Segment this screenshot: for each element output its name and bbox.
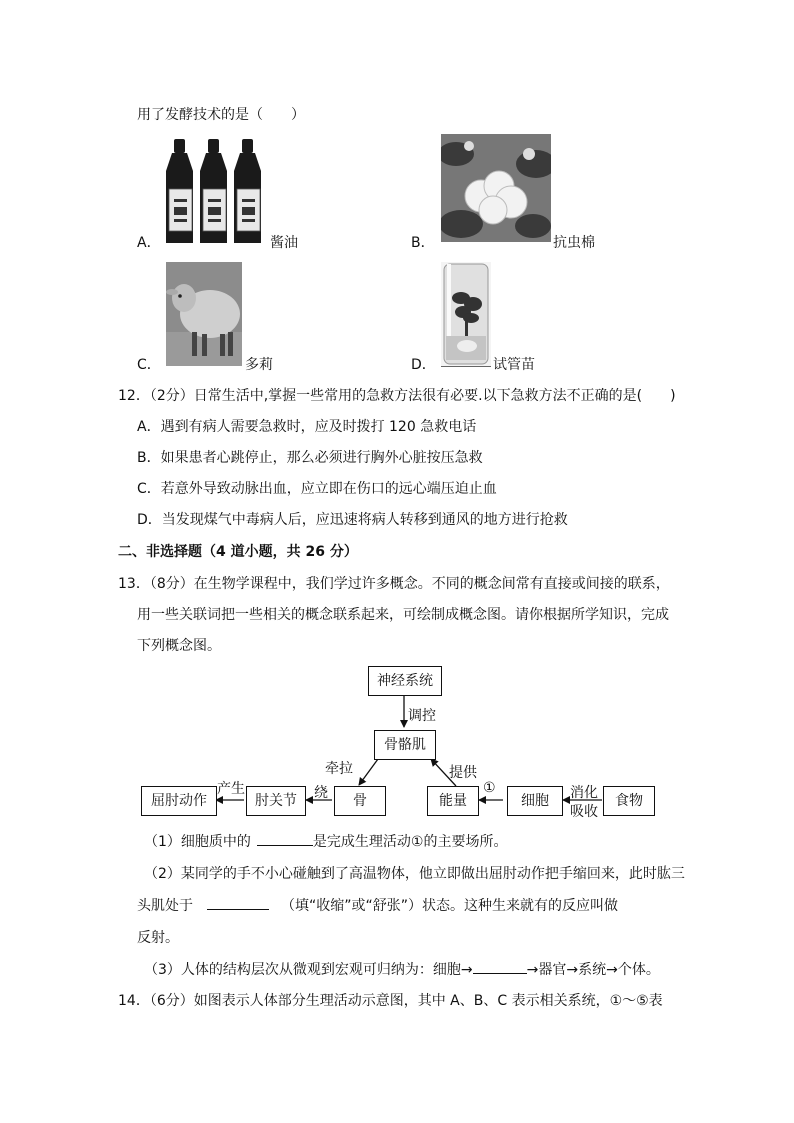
edge-label-circle-1: ① [483, 780, 496, 796]
edge-label-absorb: 吸收 [570, 804, 598, 820]
q13-stem-line3: 下列概念图。 [137, 638, 221, 654]
node-food: 食物 [603, 786, 655, 816]
q13-sub2-blank[interactable] [207, 895, 269, 910]
node-bone: 骨 [334, 786, 386, 816]
option-b-letter: B． [411, 235, 435, 251]
section2-title: 二、非选择题（4 道小题，共 26 分） [118, 544, 358, 560]
option-c-letter: C． [137, 357, 161, 373]
option-a-caption: 酱油 [270, 235, 298, 251]
node-nervous-system: 神经系统 [368, 666, 442, 696]
q13-sub2-line1: （2）某同学的手不小心碰触到了高温物体，他立即做出屈肘动作把手缩回来，此时肱三 [144, 866, 685, 882]
q13-sub3 [144, 959, 660, 979]
node-skeletal-muscle: 骨骼肌 [374, 730, 436, 760]
q12-option-d: D．当发现煤气中毒病人后，应迅速将病人转移到通风的地方进行抢救 [137, 512, 568, 528]
q12-option-c: C．若意外导致动脉出血，应立即在伤口的远心端压迫止血 [137, 481, 497, 497]
node-energy: 能量 [427, 786, 479, 816]
q12-option-b: B．如果患者心跳停止，那么必须进行胸外心脏按压急救 [137, 450, 483, 466]
q13-sub1-blank[interactable] [257, 831, 313, 846]
q13-sub2-pre: 头肌处于 [137, 898, 193, 914]
q13-sub3-blank[interactable] [473, 959, 527, 974]
option-b-caption: 抗虫棉 [553, 235, 595, 251]
q14-stem: 14．（6分）如图表示人体部分生理活动示意图，其中 A、B、C 表示相关系统，①～⑤表 [118, 993, 663, 1009]
q13-sub1-post: 是完成生理活动①的主要场所。 [312, 834, 508, 850]
edge-label-provide: 提供 [449, 765, 477, 781]
edge-label-around: 绕 [314, 785, 328, 801]
q13-sub3-pre: （3）人体的结构层次从微观到宏观可归纳为：细胞→ [144, 962, 473, 978]
q11-stem-tail: 用了发酵技术的是（ ） [137, 107, 305, 123]
node-cell: 细胞 [507, 786, 563, 816]
q13-sub2-line2 [137, 895, 618, 915]
edge-label-pull: 牵拉 [325, 761, 353, 777]
q13-stem-line2: 用一些关联词把一些相关的概念联系起来，可绘制成概念图。请你根据所学知识，完成 [137, 607, 669, 623]
option-d-caption: 试管苗 [493, 357, 535, 373]
q12-option-a: A．遇到有病人需要急救时，应及时拨打 120 急救电话 [137, 419, 477, 435]
option-c-caption: 多莉 [245, 357, 273, 373]
q12-stem: 12．（2分）日常生活中,掌握一些常用的急救方法很有必要.以下急救方法不正确的是( ) [118, 388, 676, 404]
option-a-letter: A． [137, 235, 161, 251]
q13-sub2-line3: 反射。 [137, 930, 179, 946]
q13-stem-line1: 13．（8分）在生物学课程中，我们学过许多概念。不同的概念间常有直接或间接的联系， [118, 576, 670, 592]
option-d-letter: D． [411, 357, 436, 373]
q13-sub3-post: →器官→系统→个体。 [526, 962, 660, 978]
edge-label-produce: 产生 [217, 781, 245, 797]
q13-sub1 [144, 831, 507, 851]
q13-sub1-pre: （1）细胞质中的 [144, 834, 251, 850]
node-elbow-action: 屈肘动作 [141, 786, 217, 816]
q13-sub2-post: （填“收缩”或“舒张”）状态。这种生来就有的反应叫做 [281, 898, 619, 914]
edge-label-regulate: 调控 [408, 708, 436, 724]
edge-label-digest: 消化 [570, 785, 598, 801]
node-elbow-joint: 肘关节 [246, 786, 306, 816]
